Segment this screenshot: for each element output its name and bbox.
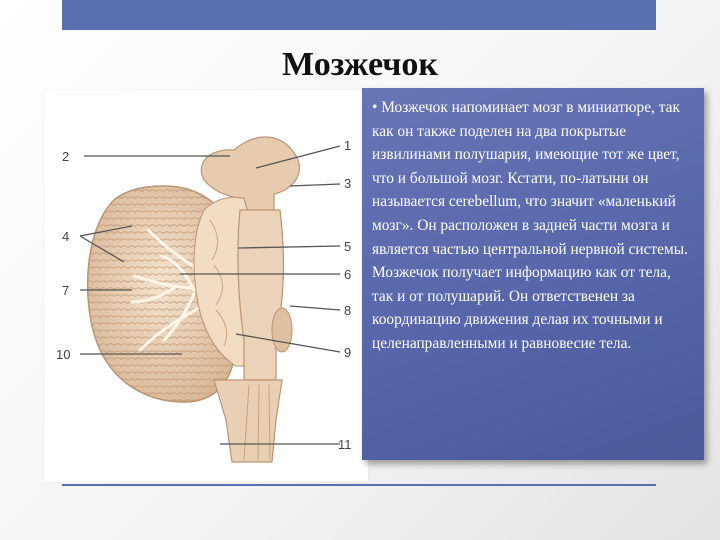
figure-label-4: 4 (62, 229, 70, 244)
description-text: • Мозжечок напоминает мозг в миниатюре, так как он также поделен на два покрытые извилинами полушария, имеющие тот же цвет, что и большой мозг. Кстати, по-латыни он называется cerebellum, что значит «маленький мозг». Он расположен в задней части мозга и является частью центральной нервной системы. Мозжечок получает информацию как от тела, так и от полушарий. Он ответственен за координацию движения делая их точными и целенаправленными и равновесие тела. (372, 99, 688, 352)
figure-label-1: 1 (344, 138, 352, 153)
bottom-divider (62, 484, 656, 486)
figure-label-11: 11 (338, 437, 352, 452)
figure-label-6: 6 (344, 267, 352, 282)
figure-label-8: 8 (344, 303, 352, 318)
figure-label-10: 10 (56, 347, 71, 362)
figure-label-2: 2 (62, 149, 70, 164)
figure-label-3: 3 (344, 176, 352, 191)
figure-label-5: 5 (344, 239, 352, 254)
cerebellum-illustration (44, 90, 368, 482)
figure-label-7: 7 (62, 283, 70, 298)
slide-title: Мозжечок (282, 46, 438, 83)
top-accent-bar (62, 0, 656, 30)
figure-label-9: 9 (344, 345, 352, 360)
description-panel (362, 88, 704, 460)
cerebellum-diagram (44, 90, 368, 482)
